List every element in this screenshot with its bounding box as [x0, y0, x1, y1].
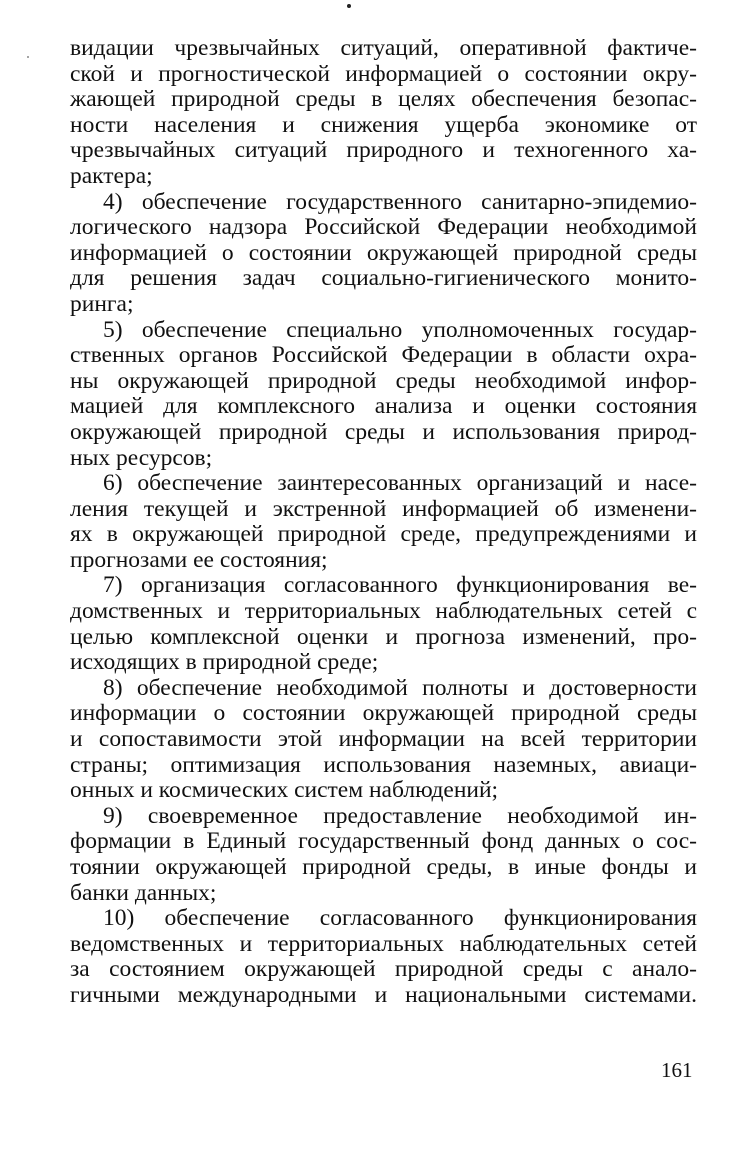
- list-item-start: 8) обеспечение необходимой полноты и достоверности: [103, 674, 697, 701]
- list-item-start: 9) своевременное предоставление необходимой ин-: [103, 802, 697, 829]
- text-line: за состоянием окружающей природной среды с анало-: [70, 956, 697, 983]
- text-line: мацией для комплексного анализа и оценки состояния: [70, 393, 697, 420]
- text-line: ственных органов Российской Федерации в области охра-: [70, 342, 697, 369]
- page-number: 161: [661, 1058, 693, 1082]
- list-item-start: 6) обеспечение заинтересованных организаций и насе-: [103, 470, 697, 497]
- text-line: ления текущей и экстренной информацией об изменени-: [70, 495, 697, 522]
- text-line: гичными международными и национальными системами.: [70, 981, 697, 1008]
- text-line: ных ресурсов;: [70, 444, 213, 471]
- text-line: целью комплексной оценки и прогноза изменений, про-: [70, 623, 697, 650]
- list-item-start: 7) организация согласованного функционирования ве-: [103, 572, 697, 599]
- text-line: прогнозами ее состояния;: [70, 546, 328, 573]
- list-item-start: 5) обеспечение специально уполномоченных государ-: [103, 316, 697, 343]
- text-line: жающей природной среды в целях обеспечения безопас-: [70, 86, 697, 113]
- print-speck: [27, 56, 29, 58]
- text-line: онных и космических систем наблюдений;: [70, 777, 499, 804]
- body-text: [70, 36, 697, 1009]
- list-item-start: 10) обеспечение согласованного функционирования: [103, 905, 697, 932]
- text-line: для решения задач социально-гигиенического монито-: [70, 265, 697, 292]
- print-speck: [347, 4, 351, 8]
- text-line: ны окружающей природной среды необходимой инфор-: [70, 367, 697, 394]
- text-line: тоянии окружающей природной среды, в иные фонды и: [70, 854, 697, 880]
- text-line: и сопоставимости этой информации на всей территории: [70, 726, 697, 753]
- text-line: формации в Единый государственный фонд данных о сос-: [70, 828, 697, 855]
- text-line: рактера;: [70, 162, 153, 189]
- text-line: ях в окружающей природной среде, предупреждениями и: [70, 521, 697, 548]
- text-line: страны; оптимизация использования наземных, авиаци-: [70, 751, 697, 778]
- text-line: окружающей природной среды и использования природ-: [70, 418, 697, 445]
- text-line: исходящих в природной среде;: [70, 649, 379, 676]
- text-line: информации о состоянии окружающей природной среды: [70, 700, 697, 727]
- text-line: информацией о состоянии окружающей природной среды: [70, 239, 697, 266]
- text-line: ринга;: [70, 290, 134, 317]
- text-line: видации чрезвычайных ситуаций, оперативной фактиче-: [70, 35, 697, 61]
- text-line: домственных и территориальных наблюдательных сетей с: [70, 598, 697, 625]
- text-line: банки данных;: [70, 879, 217, 906]
- text-line: чрезвычайных ситуаций природного и техногенного ха-: [70, 137, 697, 164]
- text-line: логического надзора Российской Федерации необходимой: [70, 214, 697, 241]
- text-line: ской и прогностической информацией о состоянии окру-: [70, 60, 697, 87]
- list-item-start: 4) обеспечение государственного санитарно-эпидемио-: [103, 188, 697, 215]
- text-line: ности населения и снижения ущерба экономике от: [70, 111, 697, 138]
- text-line: ведомственных и территориальных наблюдательных сетей: [70, 930, 697, 957]
